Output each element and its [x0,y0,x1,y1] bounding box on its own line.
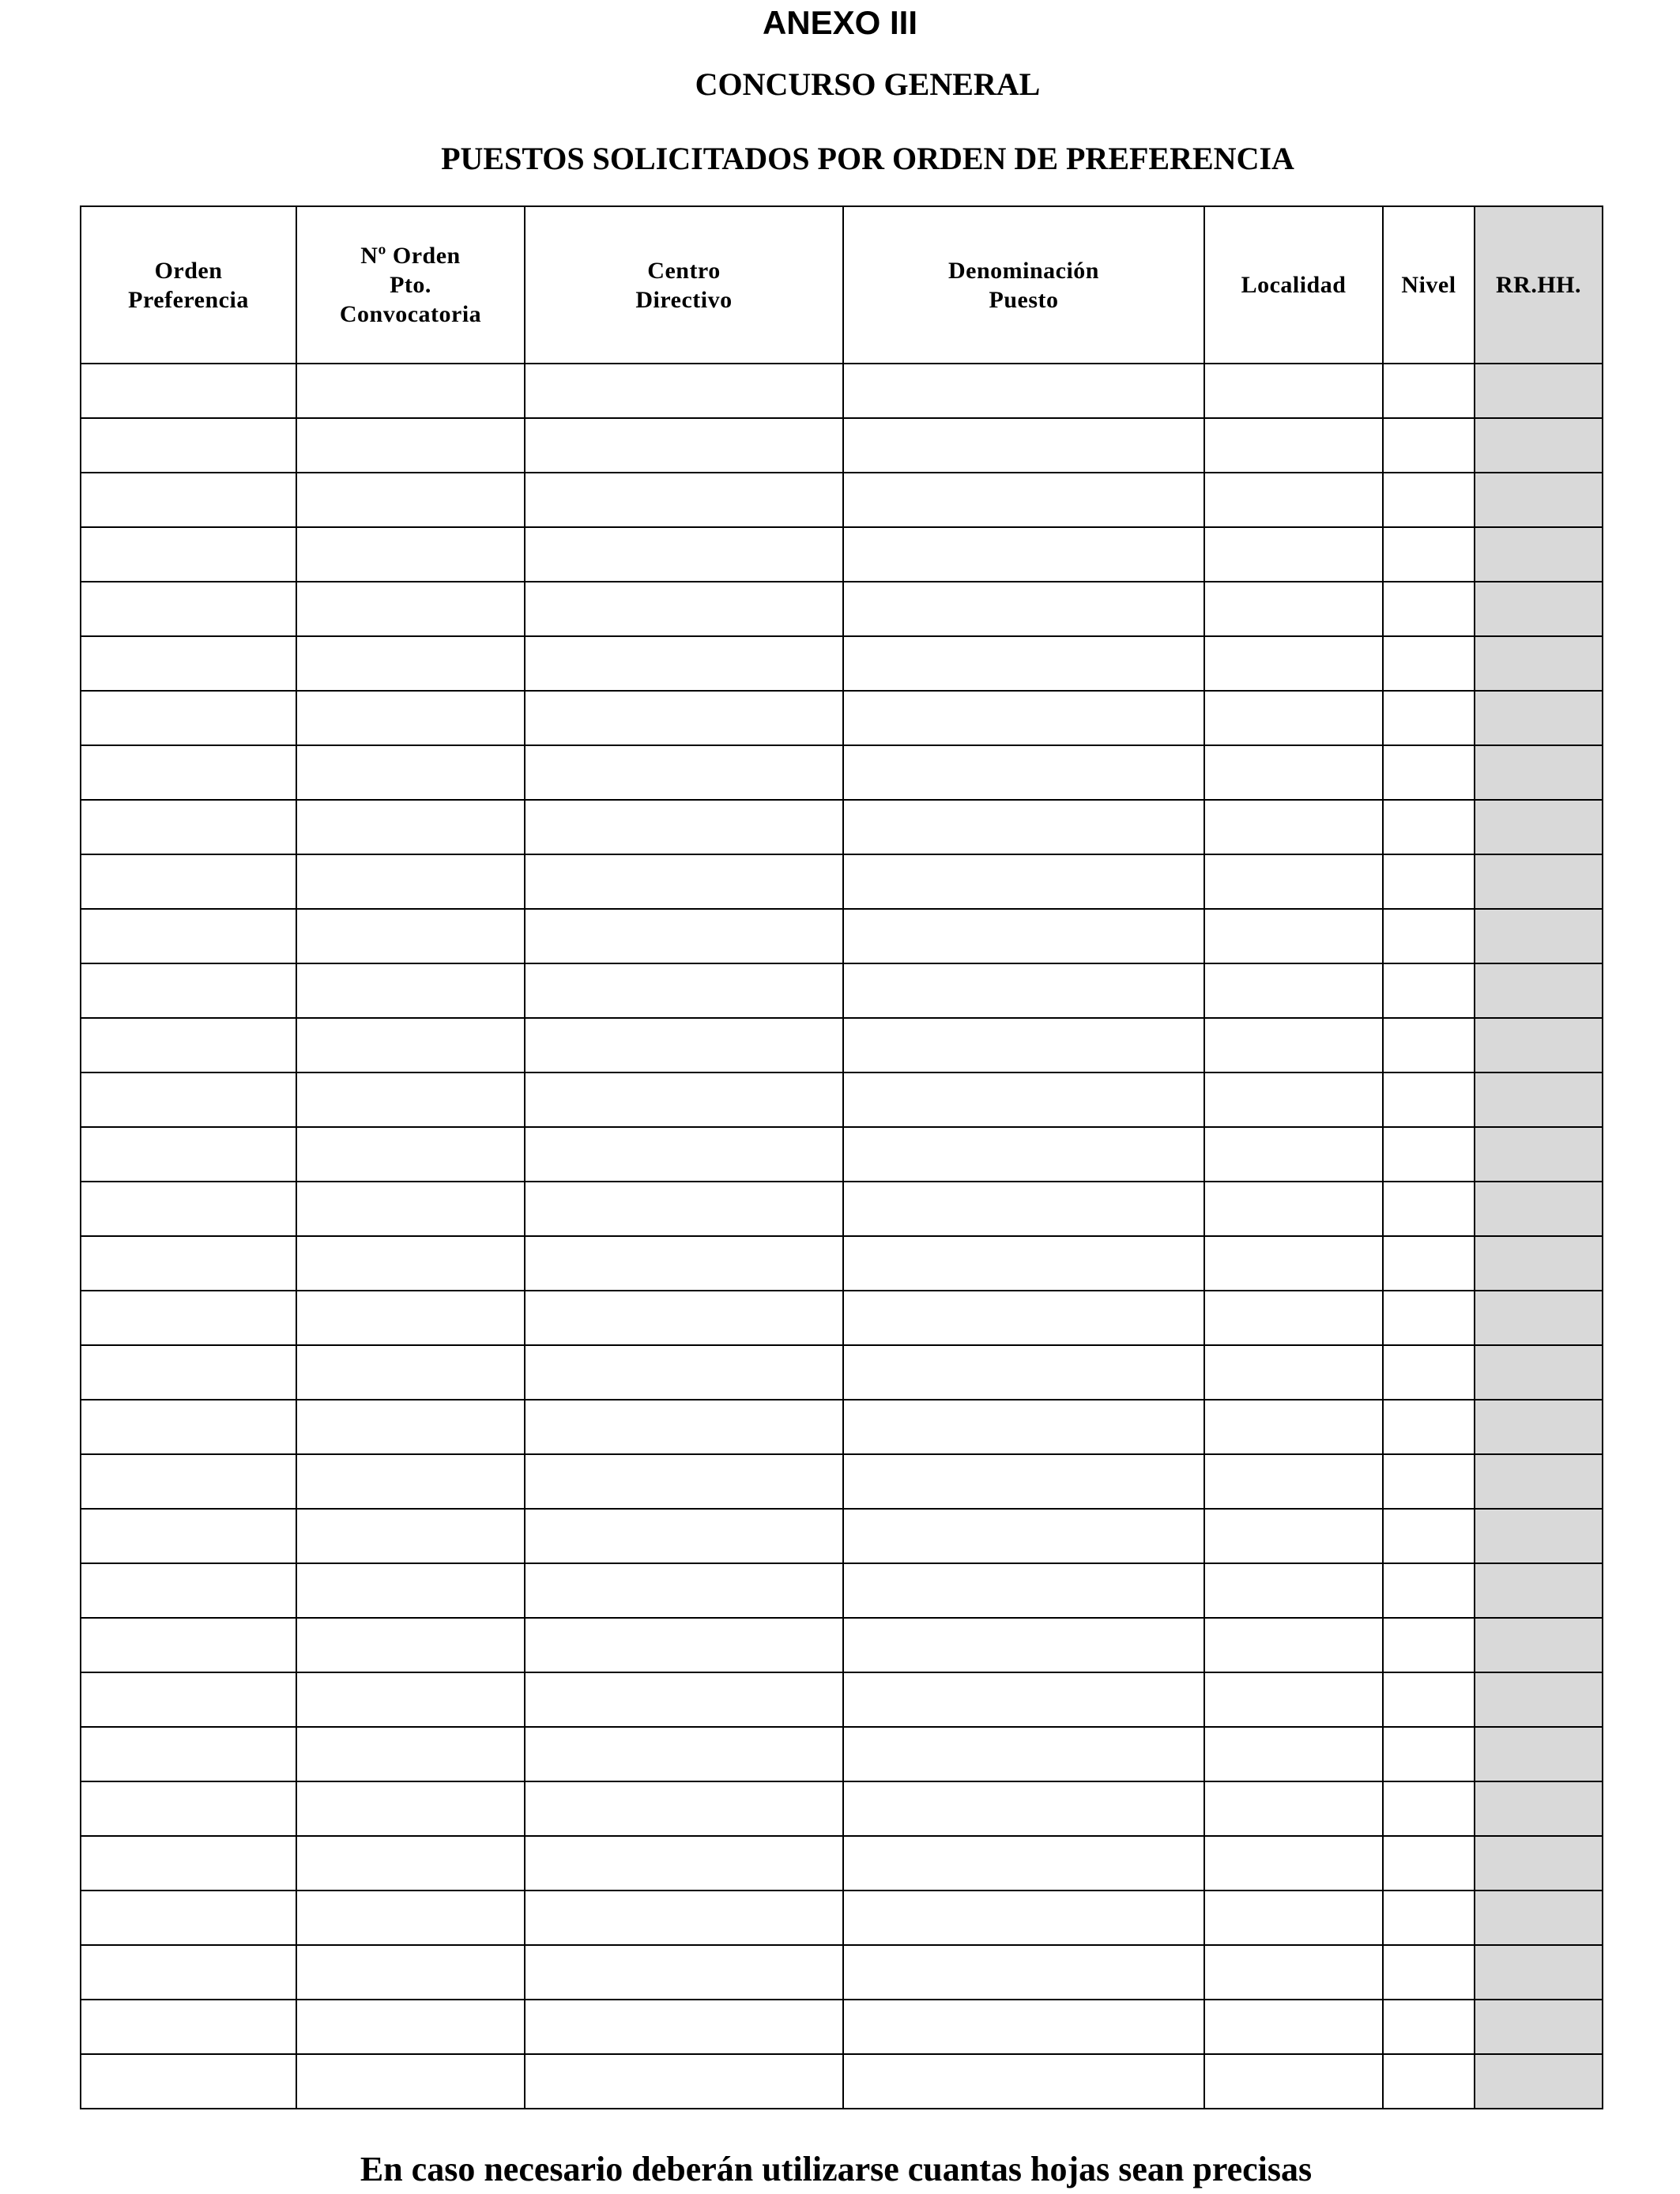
cell-rrhh [1475,1182,1603,1236]
cell-numero-orden[interactable] [296,1891,525,1945]
cell-rrhh [1475,582,1603,636]
cell-orden-preferencia[interactable] [81,473,296,527]
cell-rrhh [1475,473,1603,527]
cell-denominacion-puesto[interactable] [843,1781,1204,1836]
cell-rrhh [1475,364,1603,418]
cell-centro-directivo[interactable] [525,636,843,691]
cell-orden-preferencia[interactable] [81,691,296,745]
cell-numero-orden[interactable] [296,636,525,691]
cell-numero-orden[interactable] [296,364,525,418]
table-row [81,1291,1603,1345]
table-row [81,1072,1603,1127]
table-row [81,691,1603,745]
cell-nivel[interactable] [1383,691,1475,745]
table-row [81,1018,1603,1072]
table-row [81,1127,1603,1182]
cell-localidad[interactable] [1204,963,1383,1018]
cell-localidad[interactable] [1204,909,1383,963]
cell-orden-preferencia[interactable] [81,1127,296,1182]
header-line: Nº Orden [360,243,461,269]
table-row [81,1672,1603,1727]
cell-centro-directivo[interactable] [525,1836,843,1891]
cell-orden-preferencia[interactable] [81,418,296,473]
header-line: Directivo [635,286,733,313]
cell-denominacion-puesto[interactable] [843,691,1204,745]
table-row [81,473,1603,527]
header-rrhh [1475,206,1603,364]
cell-centro-directivo[interactable] [525,364,843,418]
table-row [81,1182,1603,1236]
cell-centro-directivo[interactable] [525,854,843,909]
cell-nivel[interactable] [1383,1672,1475,1727]
table-row [81,1236,1603,1291]
table-row [81,1509,1603,1563]
cell-numero-orden[interactable] [296,1182,525,1236]
cell-nivel[interactable] [1383,1236,1475,1291]
cell-denominacion-puesto[interactable] [843,1836,1204,1891]
cell-denominacion-puesto[interactable] [843,854,1204,909]
header-line: Puesto [989,286,1059,313]
cell-numero-orden[interactable] [296,1400,525,1454]
cell-localidad[interactable] [1204,691,1383,745]
cell-rrhh [1475,1400,1603,1454]
cell-centro-directivo[interactable] [525,1727,843,1781]
cell-denominacion-puesto[interactable] [843,1400,1204,1454]
cell-orden-preferencia[interactable] [81,1672,296,1727]
cell-denominacion-puesto[interactable] [843,1727,1204,1781]
cell-denominacion-puesto[interactable] [843,527,1204,582]
cell-orden-preferencia[interactable] [81,963,296,1018]
cell-localidad[interactable] [1204,745,1383,800]
cell-orden-preferencia[interactable] [81,2054,296,2109]
page-subtitle: PUESTOS SOLICITADOS POR ORDEN DE PREFERENCIA [441,141,1294,176]
table-header-row [81,206,1603,364]
cell-nivel[interactable] [1383,527,1475,582]
header-localidad [1204,206,1383,364]
cell-rrhh [1475,1454,1603,1509]
cell-localidad[interactable] [1204,527,1383,582]
cell-centro-directivo[interactable] [525,800,843,854]
cell-denominacion-puesto[interactable] [843,800,1204,854]
cell-centro-directivo[interactable] [525,1563,843,1618]
cell-localidad[interactable] [1204,854,1383,909]
cell-centro-directivo[interactable] [525,1618,843,1672]
cell-nivel[interactable] [1383,1618,1475,1672]
cell-centro-directivo[interactable] [525,745,843,800]
cell-nivel[interactable] [1383,1345,1475,1400]
cell-orden-preferencia[interactable] [81,2000,296,2054]
cell-nivel[interactable] [1383,2054,1475,2109]
cell-localidad[interactable] [1204,636,1383,691]
table-row [81,1618,1603,1672]
header-line: Centro [647,257,721,284]
cell-nivel[interactable] [1383,1945,1475,2000]
cell-orden-preferencia[interactable] [81,800,296,854]
cell-orden-preferencia[interactable] [81,1836,296,1891]
cell-centro-directivo[interactable] [525,1018,843,1072]
cell-numero-orden[interactable] [296,1836,525,1891]
annex-title: ANEXO III [762,4,918,41]
cell-rrhh [1475,1291,1603,1345]
cell-numero-orden[interactable] [296,1781,525,1836]
cell-centro-directivo[interactable] [525,2000,843,2054]
cell-localidad[interactable] [1204,418,1383,473]
cell-numero-orden[interactable] [296,1563,525,1618]
cell-numero-orden[interactable] [296,2000,525,2054]
cell-numero-orden[interactable] [296,1454,525,1509]
cell-centro-directivo[interactable] [525,1454,843,1509]
cell-orden-preferencia[interactable] [81,582,296,636]
cell-rrhh [1475,2000,1603,2054]
cell-centro-directivo[interactable] [525,527,843,582]
cell-localidad[interactable] [1204,2000,1383,2054]
cell-numero-orden[interactable] [296,691,525,745]
cell-centro-directivo[interactable] [525,1781,843,1836]
cell-orden-preferencia[interactable] [81,1454,296,1509]
cell-denominacion-puesto[interactable] [843,1509,1204,1563]
cell-localidad[interactable] [1204,1836,1383,1891]
header-line: Convocatoria [339,301,482,327]
cell-numero-orden[interactable] [296,1727,525,1781]
table-row [81,582,1603,636]
cell-nivel[interactable] [1383,1781,1475,1836]
cell-localidad[interactable] [1204,2054,1383,2109]
cell-denominacion-puesto[interactable] [843,418,1204,473]
header-denominacion-puesto [843,206,1204,364]
cell-rrhh [1475,1836,1603,1891]
cell-orden-preferencia[interactable] [81,909,296,963]
cell-rrhh [1475,636,1603,691]
cell-localidad[interactable] [1204,800,1383,854]
cell-nivel[interactable] [1383,1182,1475,1236]
cell-numero-orden[interactable] [296,800,525,854]
cell-localidad[interactable] [1204,1618,1383,1672]
cell-numero-orden[interactable] [296,1618,525,1672]
preference-table [80,205,1603,2109]
table-row [81,909,1603,963]
cell-nivel[interactable] [1383,1454,1475,1509]
cell-rrhh [1475,418,1603,473]
cell-orden-preferencia[interactable] [81,1618,296,1672]
cell-denominacion-puesto[interactable] [843,1454,1204,1509]
cell-localidad[interactable] [1204,1345,1383,1400]
cell-rrhh [1475,2054,1603,2109]
table-row [81,2054,1603,2109]
table-row [81,2000,1603,2054]
cell-numero-orden[interactable] [296,909,525,963]
cell-centro-directivo[interactable] [525,1236,843,1291]
cell-centro-directivo[interactable] [525,582,843,636]
cell-nivel[interactable] [1383,1563,1475,1618]
header-nivel [1383,206,1475,364]
cell-centro-directivo[interactable] [525,1127,843,1182]
cell-orden-preferencia[interactable] [81,1945,296,2000]
cell-orden-preferencia[interactable] [81,1727,296,1781]
cell-localidad[interactable] [1204,1891,1383,1945]
cell-rrhh [1475,1072,1603,1127]
cell-rrhh [1475,1345,1603,1400]
cell-numero-orden[interactable] [296,527,525,582]
cell-rrhh [1475,1891,1603,1945]
cell-localidad[interactable] [1204,1509,1383,1563]
cell-centro-directivo[interactable] [525,1672,843,1727]
cell-localidad[interactable] [1204,582,1383,636]
cell-orden-preferencia[interactable] [81,1072,296,1127]
cell-denominacion-puesto[interactable] [843,2000,1204,2054]
cell-denominacion-puesto[interactable] [843,1072,1204,1127]
cell-orden-preferencia[interactable] [81,1781,296,1836]
cell-nivel[interactable] [1383,1836,1475,1891]
cell-denominacion-puesto[interactable] [843,1182,1204,1236]
cell-numero-orden[interactable] [296,963,525,1018]
cell-centro-directivo[interactable] [525,2054,843,2109]
cell-nivel[interactable] [1383,582,1475,636]
cell-numero-orden[interactable] [296,1945,525,2000]
cell-denominacion-puesto[interactable] [843,582,1204,636]
cell-nivel[interactable] [1383,1891,1475,1945]
cell-rrhh [1475,1781,1603,1836]
header-line: Preferencia [128,286,249,313]
table-row [81,1781,1603,1836]
cell-rrhh [1475,1127,1603,1182]
cell-centro-directivo[interactable] [525,1509,843,1563]
table-row [81,1454,1603,1509]
cell-centro-directivo[interactable] [525,691,843,745]
cell-numero-orden[interactable] [296,1345,525,1400]
cell-localidad[interactable] [1204,1672,1383,1727]
cell-nivel[interactable] [1383,909,1475,963]
cell-rrhh [1475,1018,1603,1072]
cell-denominacion-puesto[interactable] [843,1291,1204,1345]
cell-rrhh [1475,1509,1603,1563]
cell-nivel[interactable] [1383,1072,1475,1127]
cell-nivel[interactable] [1383,1127,1475,1182]
cell-centro-directivo[interactable] [525,418,843,473]
table-row [81,963,1603,1018]
cell-numero-orden[interactable] [296,473,525,527]
cell-numero-orden[interactable] [296,1127,525,1182]
cell-orden-preferencia[interactable] [81,1400,296,1454]
cell-localidad[interactable] [1204,1945,1383,2000]
cell-localidad[interactable] [1204,1454,1383,1509]
cell-denominacion-puesto[interactable] [843,2054,1204,2109]
cell-denominacion-puesto[interactable] [843,1891,1204,1945]
cell-rrhh [1475,745,1603,800]
cell-orden-preferencia[interactable] [81,1345,296,1400]
cell-centro-directivo[interactable] [525,1945,843,2000]
table-row [81,1563,1603,1618]
table-row [81,364,1603,418]
cell-denominacion-puesto[interactable] [843,1563,1204,1618]
cell-denominacion-puesto[interactable] [843,1018,1204,1072]
cell-nivel[interactable] [1383,1018,1475,1072]
cell-rrhh [1475,1236,1603,1291]
table-row [81,1400,1603,1454]
header-centro-directivo [525,206,843,364]
cell-rrhh [1475,527,1603,582]
table-row [81,1891,1603,1945]
header-line: Orden [154,257,223,284]
cell-localidad[interactable] [1204,1400,1383,1454]
cell-orden-preferencia[interactable] [81,1291,296,1345]
cell-rrhh [1475,1727,1603,1781]
cell-centro-directivo[interactable] [525,1891,843,1945]
table-row [81,745,1603,800]
cell-localidad[interactable] [1204,1018,1383,1072]
cell-rrhh [1475,1563,1603,1618]
cell-orden-preferencia[interactable] [81,1236,296,1291]
cell-localidad[interactable] [1204,1291,1383,1345]
footer-note: En caso necesario deberán utilizarse cuantas hojas sean precisas [360,2150,1313,2188]
cell-nivel[interactable] [1383,2000,1475,2054]
cell-nivel[interactable] [1383,1509,1475,1563]
cell-nivel[interactable] [1383,364,1475,418]
cell-numero-orden[interactable] [296,1236,525,1291]
cell-localidad[interactable] [1204,1236,1383,1291]
table-row [81,1945,1603,2000]
cell-localidad[interactable] [1204,1727,1383,1781]
table-row [81,636,1603,691]
header-line: Localidad [1241,272,1347,298]
table-row [81,854,1603,909]
cell-denominacion-puesto[interactable] [843,364,1204,418]
cell-localidad[interactable] [1204,364,1383,418]
header-line: Denominación [947,257,1099,284]
table-row [81,1345,1603,1400]
header-line: RR.HH. [1496,272,1581,298]
cell-numero-orden[interactable] [296,745,525,800]
cell-nivel[interactable] [1383,854,1475,909]
cell-numero-orden[interactable] [296,2054,525,2109]
cell-denominacion-puesto[interactable] [843,963,1204,1018]
cell-denominacion-puesto[interactable] [843,1345,1204,1400]
cell-rrhh [1475,691,1603,745]
cell-centro-directivo[interactable] [525,1400,843,1454]
cell-nivel[interactable] [1383,963,1475,1018]
contest-title: CONCURSO GENERAL [695,66,1041,102]
cell-localidad[interactable] [1204,1127,1383,1182]
cell-orden-preferencia[interactable] [81,1182,296,1236]
cell-centro-directivo[interactable] [525,1345,843,1400]
table-row [81,418,1603,473]
cell-rrhh [1475,1672,1603,1727]
cell-localidad[interactable] [1204,1072,1383,1127]
cell-orden-preferencia[interactable] [81,1018,296,1072]
cell-rrhh [1475,1618,1603,1672]
cell-numero-orden[interactable] [296,582,525,636]
cell-nivel[interactable] [1383,800,1475,854]
header-line: Pto. [390,272,431,298]
cell-numero-orden[interactable] [296,1509,525,1563]
cell-nivel[interactable] [1383,1727,1475,1781]
cell-rrhh [1475,800,1603,854]
cell-nivel[interactable] [1383,1291,1475,1345]
cell-denominacion-puesto[interactable] [843,1672,1204,1727]
table-body [81,364,1603,2109]
cell-nivel[interactable] [1383,418,1475,473]
cell-numero-orden[interactable] [296,1018,525,1072]
header-line: Nivel [1401,272,1456,298]
cell-numero-orden[interactable] [296,418,525,473]
cell-rrhh [1475,909,1603,963]
cell-rrhh [1475,963,1603,1018]
cell-centro-directivo[interactable] [525,1182,843,1236]
cell-nivel[interactable] [1383,745,1475,800]
cell-localidad[interactable] [1204,1182,1383,1236]
cell-numero-orden[interactable] [296,854,525,909]
cell-rrhh [1475,854,1603,909]
cell-orden-preferencia[interactable] [81,745,296,800]
table-row [81,1727,1603,1781]
cell-orden-preferencia[interactable] [81,1891,296,1945]
cell-orden-preferencia[interactable] [81,854,296,909]
cell-denominacion-puesto[interactable] [843,909,1204,963]
cell-nivel[interactable] [1383,473,1475,527]
header-numero-orden [296,206,525,364]
cell-denominacion-puesto[interactable] [843,745,1204,800]
cell-centro-directivo[interactable] [525,963,843,1018]
table-row [81,1836,1603,1891]
cell-orden-preferencia[interactable] [81,527,296,582]
cell-numero-orden[interactable] [296,1291,525,1345]
cell-nivel[interactable] [1383,636,1475,691]
cell-orden-preferencia[interactable] [81,1563,296,1618]
cell-denominacion-puesto[interactable] [843,636,1204,691]
cell-orden-preferencia[interactable] [81,364,296,418]
cell-denominacion-puesto[interactable] [843,1236,1204,1291]
header-orden-preferencia [81,206,296,364]
cell-numero-orden[interactable] [296,1072,525,1127]
cell-denominacion-puesto[interactable] [843,1618,1204,1672]
cell-centro-directivo[interactable] [525,1072,843,1127]
cell-orden-preferencia[interactable] [81,636,296,691]
cell-localidad[interactable] [1204,473,1383,527]
cell-nivel[interactable] [1383,1400,1475,1454]
cell-localidad[interactable] [1204,1781,1383,1836]
cell-denominacion-puesto[interactable] [843,1127,1204,1182]
cell-centro-directivo[interactable] [525,473,843,527]
table-row [81,800,1603,854]
cell-centro-directivo[interactable] [525,1291,843,1345]
cell-denominacion-puesto[interactable] [843,473,1204,527]
cell-rrhh [1475,1945,1603,2000]
cell-numero-orden[interactable] [296,1672,525,1727]
cell-denominacion-puesto[interactable] [843,1945,1204,2000]
cell-localidad[interactable] [1204,1563,1383,1618]
cell-orden-preferencia[interactable] [81,1509,296,1563]
cell-centro-directivo[interactable] [525,909,843,963]
table-row [81,527,1603,582]
